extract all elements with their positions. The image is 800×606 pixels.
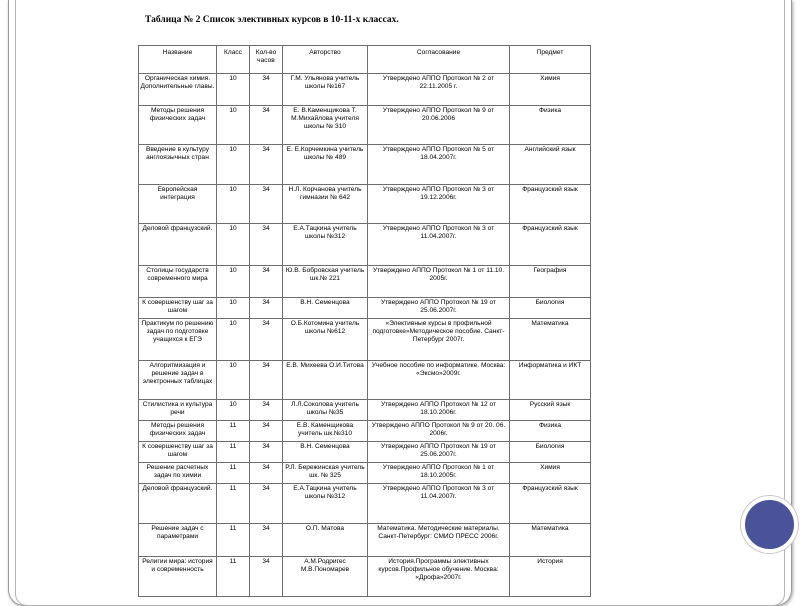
table-header-row bbox=[139, 46, 591, 74]
cell-author: Н.Л. Корчанова учитель гимназии № 642 bbox=[283, 185, 368, 224]
cell-subject: Французский язык bbox=[510, 185, 591, 224]
cell-author: Е.А.Тацкина учитель школы №312 bbox=[283, 224, 368, 266]
cell-author: Е.В. Михеева О.И.Титова bbox=[283, 361, 368, 400]
cell-name: Деловой французский. bbox=[139, 224, 217, 266]
cell-hours: 34 bbox=[250, 224, 283, 266]
cell-subject: Информатика и ИКТ bbox=[510, 361, 591, 400]
cell-subject: Физика bbox=[510, 106, 591, 145]
cell-name: Органическая химия. Дополнительные главы. bbox=[139, 74, 217, 106]
cell-name: Европейская интеграция bbox=[139, 185, 217, 224]
cell-grade: 10 bbox=[217, 298, 250, 319]
cell-hours: 34 bbox=[250, 74, 283, 106]
cell-author: Г.М. Ульянова учитель школы №167 bbox=[283, 74, 368, 106]
cell-grade: 10 bbox=[217, 145, 250, 185]
cell-author: Е.А.Тацкина учитель школы №312 bbox=[283, 484, 368, 524]
cell-grade: 11 bbox=[217, 442, 250, 463]
cell-author: В.Н. Семенцова bbox=[283, 298, 368, 319]
header-author: Авторство bbox=[283, 46, 368, 74]
cell-subject: Математика bbox=[510, 319, 591, 361]
cell-hours: 34 bbox=[250, 484, 283, 524]
cell-grade: 10 bbox=[217, 224, 250, 266]
table-row bbox=[139, 266, 591, 298]
cell-hours: 34 bbox=[250, 266, 283, 298]
cell-approval: Утверждено АППО Протокол № 12 от 18.10.2006г. bbox=[368, 400, 510, 421]
table-row bbox=[139, 145, 591, 185]
cell-grade: 10 bbox=[217, 361, 250, 400]
table-row bbox=[139, 463, 591, 484]
table-row bbox=[139, 185, 591, 224]
cell-approval: Утверждено АППО Протокол № 3 от 11.04.2007г. bbox=[368, 224, 510, 266]
cell-hours: 34 bbox=[250, 319, 283, 361]
cell-subject: Биология bbox=[510, 298, 591, 319]
cell-approval: Утверждено АППО Протокол № 19 от 25.06.2007г. bbox=[368, 442, 510, 463]
cell-grade: 11 bbox=[217, 484, 250, 524]
page-title: Таблица № 2 Список элективных курсов в 10-11-х классах. bbox=[145, 15, 399, 25]
cell-author: Е.В. Каменщикова учитель шк.№310 bbox=[283, 421, 368, 442]
cell-approval: Математика. Методические материалы. Санкт-Петербург: СМИО ПРЕСС 2006г. bbox=[368, 524, 510, 557]
cell-author: В.Н. Семенцова bbox=[283, 442, 368, 463]
header-name: Название bbox=[139, 46, 217, 74]
cell-grade: 11 bbox=[217, 421, 250, 442]
cell-grade: 11 bbox=[217, 557, 250, 597]
cell-author: О.П. Матова bbox=[283, 524, 368, 557]
decorative-circle bbox=[741, 496, 798, 553]
table-row bbox=[139, 224, 591, 266]
table-row bbox=[139, 557, 591, 597]
cell-hours: 34 bbox=[250, 361, 283, 400]
cell-name: Введение в культуру англоязычных стран bbox=[139, 145, 217, 185]
cell-subject: География bbox=[510, 266, 591, 298]
cell-name: К совершенству шаг за шагом bbox=[139, 298, 217, 319]
cell-grade: 11 bbox=[217, 463, 250, 484]
cell-name: Методы решения физических задач bbox=[139, 106, 217, 145]
cell-subject: Химия bbox=[510, 463, 591, 484]
cell-grade: 10 bbox=[217, 400, 250, 421]
table-row bbox=[139, 74, 591, 106]
table-row bbox=[139, 421, 591, 442]
courses-table-container bbox=[138, 45, 590, 597]
cell-hours: 34 bbox=[250, 524, 283, 557]
cell-name: Практикум по решению задач по подготовке учащихся к ЕГЭ bbox=[139, 319, 217, 361]
cell-author: О.Б.Котомина учитель школы №612 bbox=[283, 319, 368, 361]
cell-approval: «Элективные курсы в профильной подготовке»Методическое пособие. Санкт-Петербург 2007г. bbox=[368, 319, 510, 361]
header-subject: Предмет bbox=[510, 46, 591, 74]
cell-hours: 34 bbox=[250, 400, 283, 421]
cell-approval: Утверждено АППО Протокол № 3 от 11.04.2007г. bbox=[368, 484, 510, 524]
cell-hours: 34 bbox=[250, 298, 283, 319]
cell-subject: Физика bbox=[510, 421, 591, 442]
cell-name: Алгоритмизация и решение задач в электронных таблицах bbox=[139, 361, 217, 400]
table-row bbox=[139, 400, 591, 421]
cell-approval: Учебное пособие по информатике. Москва: «Эксмо»2009г. bbox=[368, 361, 510, 400]
cell-name: К совершенству шаг за шагом bbox=[139, 442, 217, 463]
cell-approval: Утверждено АППО Протокол № 1 от 11.10. 2005г. bbox=[368, 266, 510, 298]
cell-approval: Утверждено АППО Протокол № 3 от 19.12.2006г. bbox=[368, 185, 510, 224]
cell-name: Столицы государств современного мира bbox=[139, 266, 217, 298]
cell-subject: Французский язык bbox=[510, 484, 591, 524]
cell-grade: 10 bbox=[217, 266, 250, 298]
header-grade: Класс bbox=[217, 46, 250, 74]
cell-name: Стилистика и культура речи bbox=[139, 400, 217, 421]
cell-grade: 11 bbox=[217, 524, 250, 557]
cell-hours: 34 bbox=[250, 463, 283, 484]
cell-hours: 34 bbox=[250, 442, 283, 463]
cell-hours: 34 bbox=[250, 557, 283, 597]
cell-name: Решение задач с параметрами bbox=[139, 524, 217, 557]
cell-approval: Утверждено АППО Протокол № 5 от 18.04.2007г. bbox=[368, 145, 510, 185]
cell-approval: Утверждено АППО Протокол № 9 от 20.06.2006 bbox=[368, 106, 510, 145]
cell-subject: Биология bbox=[510, 442, 591, 463]
cell-subject: История bbox=[510, 557, 591, 597]
cell-grade: 10 bbox=[217, 185, 250, 224]
cell-approval: История.Программы элективных курсов.Профильное обучение. Москва: «Дрофа»2007г. bbox=[368, 557, 510, 597]
cell-author: Л.Л.Соколова учитель школы №35 bbox=[283, 400, 368, 421]
table-row bbox=[139, 361, 591, 400]
cell-hours: 34 bbox=[250, 145, 283, 185]
cell-author: Р.Л. Бережинская учитель шк. № 325 bbox=[283, 463, 368, 484]
cell-author: Е. В.Каменщикова Т. М.Михайлова учителя школы № 310 bbox=[283, 106, 368, 145]
cell-subject: Французский язык bbox=[510, 224, 591, 266]
elective-courses-table bbox=[138, 45, 591, 597]
cell-author: Е. Е.Корчемкина учитель школы № 489 bbox=[283, 145, 368, 185]
cell-name: Религии мира: история и современность bbox=[139, 557, 217, 597]
cell-name: Решение расчетных задач по химии bbox=[139, 463, 217, 484]
cell-hours: 34 bbox=[250, 421, 283, 442]
table-row bbox=[139, 319, 591, 361]
cell-hours: 34 bbox=[250, 106, 283, 145]
header-approval: Согласование bbox=[368, 46, 510, 74]
cell-approval: Утверждено АППО Протокол № 19 от 25.06.2007г. bbox=[368, 298, 510, 319]
cell-approval: Утверждено АППО Протокол № 9 от 20. 06. 2006г. bbox=[368, 421, 510, 442]
header-hours: Кол-во часов bbox=[250, 46, 283, 74]
cell-grade: 10 bbox=[217, 106, 250, 145]
cell-author: Ю.В. Бобровская учитель шк.№ 221 bbox=[283, 266, 368, 298]
cell-subject: Математика bbox=[510, 524, 591, 557]
table-row bbox=[139, 484, 591, 524]
cell-grade: 10 bbox=[217, 74, 250, 106]
cell-subject: Химия bbox=[510, 74, 591, 106]
cell-name: Деловой французский. bbox=[139, 484, 217, 524]
cell-approval: Утверждено АППО Протокол № 1 от 18.10.2005г. bbox=[368, 463, 510, 484]
cell-hours: 34 bbox=[250, 185, 283, 224]
table-row bbox=[139, 524, 591, 557]
table-row bbox=[139, 106, 591, 145]
cell-subject: Английский язык bbox=[510, 145, 591, 185]
table-row bbox=[139, 298, 591, 319]
cell-name: Методы решения физических задач bbox=[139, 421, 217, 442]
cell-approval: Утверждено АППО Протокол № 2 от 22.11.2005 г. bbox=[368, 74, 510, 106]
cell-subject: Русский язык bbox=[510, 400, 591, 421]
table-row bbox=[139, 442, 591, 463]
cell-grade: 10 bbox=[217, 319, 250, 361]
cell-author: А.М.Родригес М.В.Пономарев bbox=[283, 557, 368, 597]
